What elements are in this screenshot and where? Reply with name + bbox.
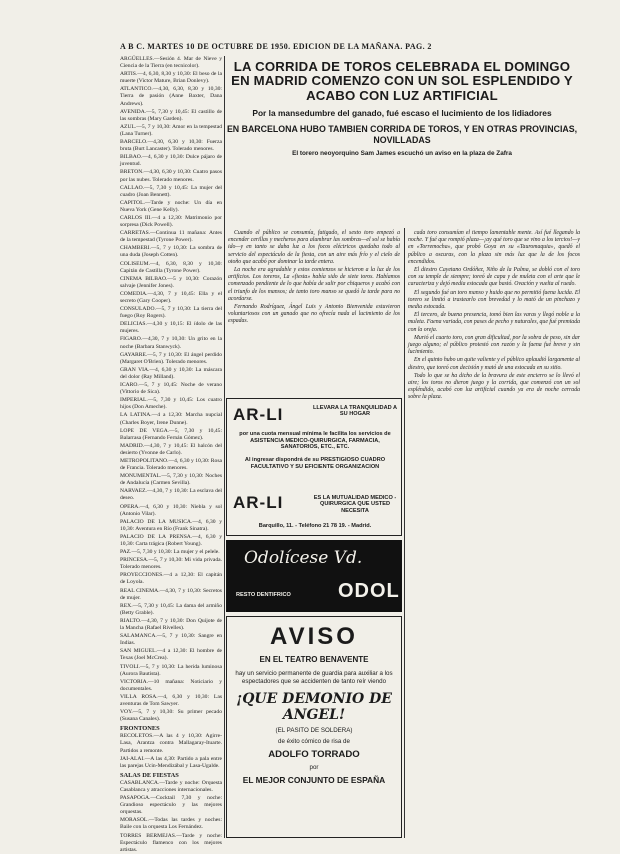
listing-entry: GRAN VIA.—4, 6,30 y 10,30: La máscara del dolor (Ray Milland). [120, 366, 222, 380]
listing-entry: MADRID.—4,30, 7 y 10,45: El halcón del desierto (Yvonne de Carlo). [120, 442, 222, 456]
listing-entry: PRINCESA.—5, 7 y 10,30: Mi vida privada. Tolerado menores. [120, 557, 222, 571]
listing-entry: DELICIAS.—4,30 y 10,15: El ídolo de las mujeres. [120, 321, 222, 335]
aviso-title: AVISO [270, 623, 358, 650]
listing-entry: SALAMANCA.—5, 7 y 10,30: Sangre en Indias. [120, 633, 222, 647]
listing-entry: RIALTO.—4,30, 7 y 10,30: Don Quijote de la Mancha (Rafael Rivelles). [120, 617, 222, 632]
aviso-company: EL MEJOR CONJUNTO DE ESPAÑA [242, 775, 386, 786]
article-paragraph: El segundo fué un toro manso y huido que no permitió faena lucida. El torero se limitó a trastearlo con brevedad y lo mató de un pinchazo y media estocada. [408, 289, 580, 311]
listing-entry: CINEMA BILBAO.—5 y 10,30: Corazón salvaje (Jennifer Jones). [120, 275, 222, 289]
article-paragraph: El tercero, de buena presencia, tomó bien las varas y llegó noble a la muleta. Faena variada, con pases de pecho y naturales, que fué premiada con la oreja. [408, 312, 580, 333]
odol-word: ODOL [338, 580, 400, 602]
column-rule-right [404, 228, 405, 838]
article-paragraph: El diestro Cayetano Ordóñez, Niño de la Palma, se dobló con el toro con su temple de siempre; toreó de capa y de muleta con el arte que le caracteriza y dejó media estocada que bastó. Ovación y vuelta al ruedo. [408, 267, 580, 288]
salas-title: SALAS DE FIESTAS [120, 771, 179, 779]
arli-slogan-2: ES LA MUTUALIDAD MEDICO - QUIRURGICA QUE USTED NECESITA [313, 495, 397, 514]
listing-items [120, 56, 222, 723]
article-paragraph: cada toro consumían el tiempo lamentable mente. Así fué llegando la noche. Y fué que rompió plaza—¡ay qué toro que se vino a los tercios!—y en «Torremocha», que probó Goya en su «Tauromaquia», quedó el público a oscuras, con la plaza sin más luz que la de los focos encendidos. [408, 230, 580, 265]
listing-entry: BRETON.—4,30, 6,30 y 10,30: Cuatro pasos por las nubes. Tolerado menores. [120, 169, 222, 183]
listing-entry: IMPERIAL.—5, 7,30 y 10,45: Los cuatro hijos (Don Ameche). [120, 397, 222, 411]
article-paragraph: Cuando el público se consumía, fatigado, el sexto toro empezó a encender cerillas y mecheros para alumbrar las sombras—el sol se había ido—y en tanto se daba luz a los focos eléctricos quedaba todo al servicio del espectáculo de la fiesta, con un aire más frío y el cielo de otoño que acabó por dominar la tarde entera. [228, 230, 400, 265]
arli-advertisement [226, 398, 402, 536]
headline-block [226, 60, 578, 157]
article-paragraph: En el quinto hubo un quite valiente y el público aplaudió largamente al diestro, que toreó con decisión y mató de una estocada en su sitio. [408, 357, 580, 371]
article-paragraph: La noche era agradable y estos comienzos se hicieron a la luz de los artificios. Los toreros, La «fiesta» había sido de siete toros. Habíamos comenzado pendiente de lo que había de salir por chiqueros y acabó con el triunfo de los mansos; de tanto toro manso se quedó la tarde para no acordarse. [228, 267, 400, 302]
listing-entry: AZUL.—5, 7 y 10,30: Amor en la tempestad (Lana Turner). [120, 123, 222, 137]
article-column-middle [228, 230, 400, 390]
arli-slogan: LLEVARA LA TRANQUILIDAD A SU HOGAR [312, 405, 398, 418]
listing-entry: LA LATINA.—4 a 12,30: Marcha nupcial (Charles Boyer, Irene Dunne). [120, 412, 222, 426]
listing-entry: COLISEUM.—4, 6,30, 8,30 y 10,30: Capitán de Castilla (Tyrone Power). [120, 260, 222, 274]
arli-address: Barquillo, 11. - Teléfono 21 78 19. - Madrid. [258, 523, 372, 529]
listing-entry: LOPE DE VEGA.—5, 7,30 y 10,45: Balarrasa (Fernando Fernán Gómez). [120, 427, 222, 441]
salas-entry: PASAPOGA.—Cocktail 7,30 y noche: Grandioso espectáculo y las mejores orquestas. [120, 795, 222, 816]
listing-entry: MONUMENTAL.—5, 7,30 y 10,30: Noches de Andalucía (Carmen Sevilla). [120, 473, 222, 487]
listing-entry: BARCELO.—4,30, 6,30 y 10,30: Fuerza bruta (Burt Lancaster). Tolerado menores. [120, 139, 222, 153]
salas-entry: MORASOL.—Todas las tardes y noches: Baile con la orquesta Los Fernández. [120, 817, 222, 831]
frontones-entry: RECOLETOS.—A las 4 y 10,30: Agirre-Lasa, Arantza contra Mallagaray-Ituarte. Partidos a remonte. [120, 733, 222, 754]
listing-entry: FIGARO.—4,30, 7 y 10,30: Un grito en la noche (Barbara Stanwyck). [120, 336, 222, 350]
frontones-items [120, 733, 222, 769]
listings-column [120, 56, 222, 853]
listing-entry: CALLAO.—5, 7,30 y 10,45: La mujer del cuadro (Joan Bennett). [120, 184, 222, 198]
article-paragraph: Todo lo que se ha dicho de la bravura de este encierro se lo llevó el aire; los toros no dieron juego y la corrida, que comenzó con un sol espléndido, acabó con luz artificial cuando ya era de noche cerrada sobre la plaza. [408, 372, 580, 401]
listing-entry: ATLANTICO.—4,30, 6,30, 8,30 y 10,30: Tierra de pasión (Anne Baxter, Dana Andrews). [120, 86, 222, 107]
listing-entry: PALACIO DE LA MUSICA.—4, 6,30 y 10,30: Aventura en Río (Frank Sinatra). [120, 518, 222, 532]
frontones-title: FRONTONES [120, 725, 160, 733]
arli-brand-2: AR-LI [233, 493, 284, 512]
third-headline: El torero neoyorquino Sam James escuchó un aviso en la plaza de Zafra [292, 150, 512, 158]
sub-headline: Por la mansedumbre del ganado, fué escaso el lucimiento de los lidiadores [252, 108, 552, 119]
salas-items [120, 780, 222, 854]
salas-entry: CASABLANCA.—Tarde y noche: Orquesta Casablanca y atracciones internacionales. [120, 779, 222, 793]
second-headline: EN BARCELONA HUBO TAMBIEN CORRIDA DE TOROS, Y EN OTRAS PROVINCIAS, NOVILLADAS [226, 124, 578, 145]
listing-entry: ARGÜELLES.—Sesión 4. Mar de Nieve y Ciencia de la Tierra (en tecnicolor). [120, 56, 222, 70]
salas-entry: TORRES BERMEJAS.—Tarde y noche: Espectáculo flamenco con los mejores artistas. [120, 832, 222, 853]
listing-entry: PAZ.—5, 7,30 y 10,30: La mujer y el pelele. [120, 549, 220, 556]
aviso-author: ADOLFO TORRADO [268, 749, 360, 761]
odol-advertisement [226, 540, 402, 612]
aviso-show: ¡QUE DEMONIO DE ANGEL! [236, 691, 392, 724]
listing-entry: COMEDIA.—4,30, 7 y 10,45: Ella y el secreto (Gary Cooper). [120, 290, 222, 304]
listing-entry: CHAMBERI.—5, 7 y 10,30: La sombra de una duda (Joseph Cotten). [120, 245, 222, 259]
listing-entry: TIVOLI.—5, 7 y 10,30: La herida luminosa (Aurora Bautista). [120, 663, 222, 677]
listing-entry: REAL CINEMA.—4,30, 7 y 10,30: Secretos de mujer. [120, 587, 222, 601]
listing-entry: GAYARRE.—5, 7 y 10,30: El ángel perdido (Margaret O'Brien). Tolerado menores. [120, 351, 222, 365]
listing-entry: VILLA ROSA.—4, 6,30 y 10,30: Las aventuras de Tom Sawyer. [120, 693, 222, 707]
listing-entry: NARVAEZ.—4,30, 7 y 10,30: La esclava del deseo. [120, 488, 222, 502]
listing-entry: CARRETAS.—Continua 11 mañana: Antes de la tempestad (Tyrone Power). [120, 230, 222, 244]
listing-entry: ARTIS.—4, 6,30, 8,30 y 10,30: El beso de la muerte (Victor Mature, Brian Donlevy). [120, 71, 222, 85]
aviso-paso: (EL PASITO DE SOLDERA) [275, 727, 353, 735]
frontones-entry: JAI-ALAI.—A las 4,30: Partido a pala entre las parejas Ucin-Mendizábal y Lasa-Ugalde. [120, 755, 222, 769]
main-headline: LA CORRIDA DE TOROS CELEBRADA EL DOMINGO EN MADRID COMENZO CON UN SOL ESPLENDIDO Y ACABO CON LUZ ARTIFICIAL [231, 59, 573, 103]
listing-entry: SAN MIGUEL.—4 a 12,30: El hombre de Texas (Joel McCrea). [120, 648, 222, 662]
article-column-right [408, 230, 580, 840]
odol-sub: RESTO DENTIFRICO [236, 592, 291, 598]
arli-text-1: por una cuota mensual mínima le facilita los servicios de ASISTENCIA MEDICO-QUIRURGICA, FARMACIA, SANATORIOS, ETC., ETC. [239, 431, 391, 451]
aviso-extra: de éxito cómico de risa de [278, 738, 350, 746]
aviso-por: por [309, 764, 319, 772]
listing-entry: PROYECCIONES.—4 a 12,30: El capitán de Loyola. [120, 572, 222, 586]
listing-entry: BILBAO.—4, 6,30 y 10,30: Dulce pájaro de juventud. [120, 154, 222, 168]
arli-brand: AR-LI [233, 405, 284, 424]
listing-entry: METROPOLITANO.—4, 6,30 y 10,30: Rosa de Francia. Tolerado menores. [120, 457, 222, 472]
page-header: A B C. MARTES 10 DE OCTUBRE DE 1950. EDICION DE LA MAÑANA. PAG. 2 [120, 42, 432, 51]
column-rule-left [224, 56, 225, 838]
listing-entry: CARLOS III.—4 a 12,30: Matrimonio por sorpresa (Dick Powell). [120, 214, 222, 229]
listing-entry: AVENIDA.—5, 7,30 y 10,45: El castillo de las sombras (Mary Garden). [120, 108, 222, 122]
article-paragraph: Fernando Rodríguez, Ángel Luis y Antonio Bienvenida estuvieron voluntariosos con un ganado que no ofrecía nada al lucimiento de los espadas. [228, 304, 400, 325]
odol-script: Odolícese Vd. [244, 548, 363, 568]
listing-entry: VOY.—5, 7 y 10,30: Su primer pecado (Susana Canales). [120, 709, 222, 723]
listing-entry: OPERA.—4, 6,30 y 10,30: Niebla y sol (Antonio Vilar). [120, 503, 222, 517]
listing-entry: REX.—5, 7,30 y 10,45: La dama del armiño (Betty Grable). [120, 602, 222, 616]
listing-entry: CAPITOL.—Tarde y noche: Un día en Nueva York (Gene Kelly). [120, 199, 222, 213]
arli-text-2: Al ingresar dispondrá de su PRESTIGIOSO CUADRO FACULTATIVO Y SU EFICIENTE ORGANIZACION [244, 457, 386, 470]
listing-entry: CONSULADO.—5, 7 y 10,30: La tierra del fuego (Roy Rogers). [120, 306, 222, 320]
listing-entry: VICTORIA.—10 mañana: Noticiario y documentales. [120, 678, 222, 692]
article-paragraph: Murió el cuarto toro, con gran dificultad, por la sobra de peso, sin dar juego alguno; el público protestó con razón y la faena fué breve y sin lucimiento. [408, 334, 580, 356]
aviso-paragraph: hay un servicio permanente de guardia para auxiliar a los espectadores que se accidenten de tanto reír viendo [235, 670, 393, 685]
listing-entry: PALACIO DE LA PRENSA.—4, 6,30 y 10,30: Carta trágica (Robert Young). [120, 533, 222, 547]
aviso-sub: EN EL TEATRO BENAVENTE [259, 655, 369, 664]
listing-entry: ICARO.—5, 7 y 10,45: Noche de verano (Vittorio de Sica). [120, 382, 222, 396]
aviso-advertisement [226, 616, 402, 838]
